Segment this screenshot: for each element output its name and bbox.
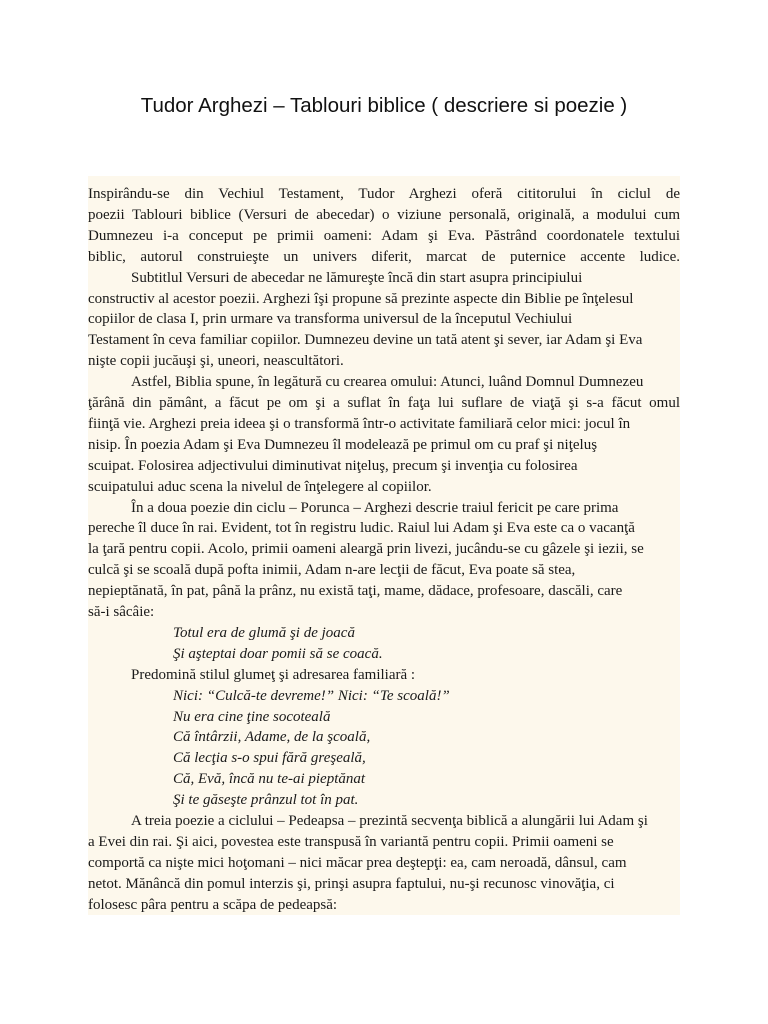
text-block (88, 176, 680, 915)
text-line: scuipatului aduc scena la nivelul de înţelegere al copiilor. (88, 478, 432, 495)
text-line: constructiv al acestor poezii. Arghezi îşi propune să prezinte aspecte din Biblie pe înţelesul (88, 290, 634, 307)
text-line: poezii Tablouri biblice (Versuri de abecedar) o viziune personală, originală, a modului cum (88, 206, 680, 223)
text-line: Că lecţia s-o spui fără greşeală, (173, 750, 366, 767)
text-line: folosesc pâra pentru a scăpa de pedeapsă: (88, 896, 338, 913)
text-line: Totul era de glumă şi de joacă (173, 624, 355, 641)
text-line: A treia poezie a ciclului – Pedeapsa – prezintă secvenţa biblică a alungării lui Adam şi (131, 813, 648, 829)
text-line: comportă ca nişte mici hoţomani – nici măcar prea deştepţi: ea, cam neroadă, dânsul, cam (88, 854, 627, 871)
text-line: Şi te găseşte prânzul tot în pat. (173, 792, 359, 809)
text-line: la ţară pentru copii. Acolo, primii oameni aleargă prin livezi, jucându-se cu gâzele şi iezii, se (88, 541, 644, 558)
text-line: Nu era cine ţine socoteală (173, 708, 331, 725)
text-line: fiinţă vie. Arghezi preia ideea şi o transformă într-o activitate familiară celor mici: jocul în (88, 415, 631, 432)
text-line: Inspirându-se din Vechiul Testament, Tudor Arghezi oferă cititorului în ciclul de (88, 186, 680, 202)
text-line: Subtitlul Versuri de abecedar ne lămureşte încă din start asupra principiului (131, 269, 583, 286)
text-line: pereche îl duce în rai. Evident, tot în registru ludic. Raiul lui Adam şi Eva este ca o vacanţă (88, 520, 635, 537)
text-line: Că, Evă, încă nu te-ai pieptănat (173, 771, 366, 788)
text-line: Predomină stilul glumeţ şi adresarea familiară : (131, 666, 416, 683)
text-line: biblic, autorul construieşte un univers diferit, marcat de puternice accente ludice. (88, 248, 680, 265)
text-line: să-i sâcâie: (88, 604, 155, 620)
text-line: culcă şi se scoală după pofta inimii, Adam n-are lecţii de făcut, Eva poate să stea, (88, 562, 576, 579)
text-line: nepieptănată, în pat, până la prânz, nu există taţi, mame, dădace, profesoare, dascăli, care (88, 583, 623, 600)
text-line: nişte copii jucăuşi şi, uneori, neascultători. (88, 353, 344, 370)
text-line: ţărână din pământ, a făcut pe om şi a suflat în faţa lui suflare de viaţă şi s-a făcut omul (88, 395, 680, 411)
text-line: Astfel, Biblia spune, în legătură cu crearea omului: Atunci, luând Domnul Dumnezeu (131, 374, 644, 391)
text-line: Dumnezeu i-a conceput pe primii oameni: Adam şi Eva. Păstrând coordonatele textului (88, 227, 680, 244)
text-line: Testament în ceva familiar copiilor. Dumnezeu devine un tată atent şi sever, iar Adam şi Eva (88, 332, 643, 349)
text-line: a Evei din rai. Şi aici, povestea este transpusă în variantă pentru copii. Primii oameni se (88, 833, 614, 850)
text-line: În a doua poezie din ciclu – Porunca – Arghezi descrie traiul fericit pe care prima (131, 499, 619, 516)
text-line: scuipat. Folosirea adjectivului diminutivat niţeluş, precum şi invenţia cu folosirea (88, 457, 578, 474)
text-line: Şi aşteptai doar pomii să se coacă. (173, 645, 383, 662)
text-line: copiilor de clasa I, prin urmare va transforma universul de la începutul Vechiului (88, 311, 573, 328)
text-line: Că întârzii, Adame, de la şcoală, (173, 729, 371, 746)
page-title: Tudor Arghezi – Tablouri biblice ( descriere si poezie ) (140, 94, 628, 117)
text-line: Nici: “Culcă-te devreme!” Nici: “Te scoală!” (173, 687, 450, 704)
text-line: nisip. În poezia Adam şi Eva Dumnezeu îl modelează pe primul om cu praf şi niţeluş (88, 436, 598, 453)
text-line: netot. Mănâncă din pomul interzis şi, prinşi asupra faptului, nu-şi recunosc vinovăţia, ci (88, 875, 615, 892)
